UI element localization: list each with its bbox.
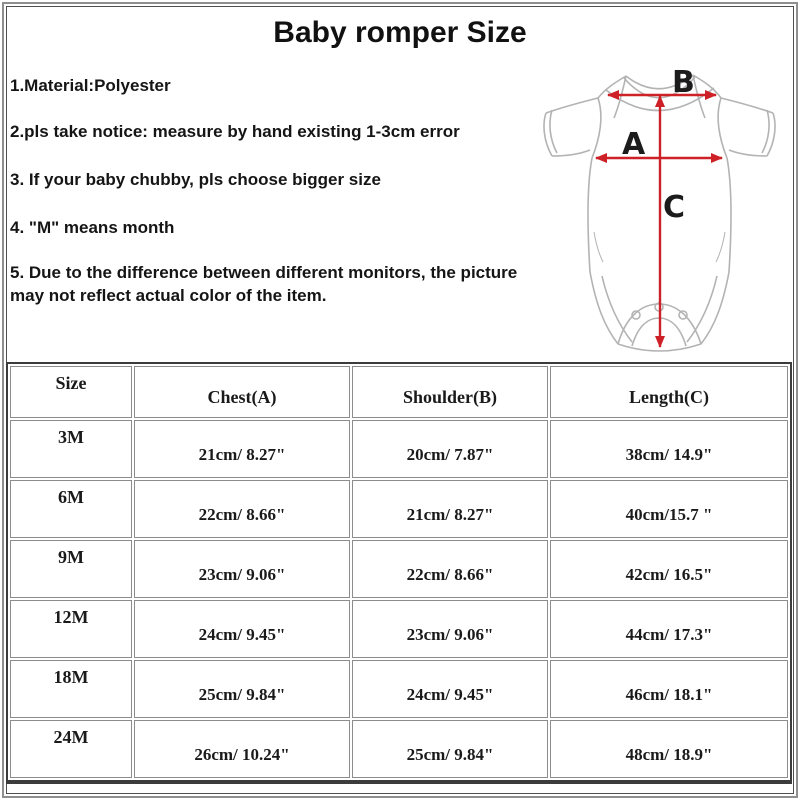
chest-measure-label: A [622, 127, 646, 162]
chest-12m: 24cm/ 9.45" [134, 600, 350, 658]
shoulder-3m: 20cm/ 7.87" [352, 420, 548, 478]
table-header-row [10, 366, 788, 418]
header-size: Size [10, 366, 132, 418]
chest-24m: 26cm/ 10.24" [134, 720, 350, 778]
length-9m: 42cm/ 16.5" [550, 540, 788, 598]
size-3m: 3M [10, 420, 132, 478]
size-table [6, 362, 792, 784]
length-6m: 40cm/15.7 " [550, 480, 788, 538]
romper-measurement-diagram [528, 60, 790, 362]
table-row [10, 720, 788, 778]
shoulder-12m: 23cm/ 9.06" [352, 600, 548, 658]
table-row [10, 600, 788, 658]
note-material: 1.Material:Polyester [10, 76, 171, 95]
table-row [10, 480, 788, 538]
length-12m: 44cm/ 17.3" [550, 600, 788, 658]
chest-18m: 25cm/ 9.84" [134, 660, 350, 718]
size-9m: 9M [10, 540, 132, 598]
size-18m: 18M [10, 660, 132, 718]
length-24m: 48cm/ 18.9" [550, 720, 788, 778]
length-3m: 38cm/ 14.9" [550, 420, 788, 478]
shoulder-6m: 21cm/ 8.27" [352, 480, 548, 538]
chest-6m: 22cm/ 8.66" [134, 480, 350, 538]
note-chubby: 3. If your baby chubby, pls choose bigger size [10, 170, 381, 189]
romper-sketch [528, 60, 790, 362]
note-month: 4. "M" means month [10, 218, 175, 237]
length-18m: 46cm/ 18.1" [550, 660, 788, 718]
table-row [10, 420, 788, 478]
page-title: Baby romper Size [273, 16, 527, 49]
shoulder-24m: 25cm/ 9.84" [352, 720, 548, 778]
length-measure-label: C [663, 190, 686, 225]
table-row [10, 660, 788, 718]
size-24m: 24M [10, 720, 132, 778]
note-measure-error: 2.pls take notice: measure by hand existing 1-3cm error [10, 122, 460, 141]
chest-9m: 23cm/ 9.06" [134, 540, 350, 598]
header-shoulder: Shoulder(B) [352, 366, 548, 418]
note-monitor-color: 5. Due to the difference between different monitors, the picture may not reflect actual color of the item. [10, 263, 518, 305]
chest-3m: 21cm/ 8.27" [134, 420, 350, 478]
header-length: Length(C) [550, 366, 788, 418]
size-6m: 6M [10, 480, 132, 538]
header-chest: Chest(A) [134, 366, 350, 418]
shoulder-9m: 22cm/ 8.66" [352, 540, 548, 598]
snap-right-icon [679, 311, 687, 319]
shoulder-18m: 24cm/ 9.45" [352, 660, 548, 718]
table-row [10, 540, 788, 598]
size-12m: 12M [10, 600, 132, 658]
shoulder-measure-label: B [672, 65, 695, 100]
